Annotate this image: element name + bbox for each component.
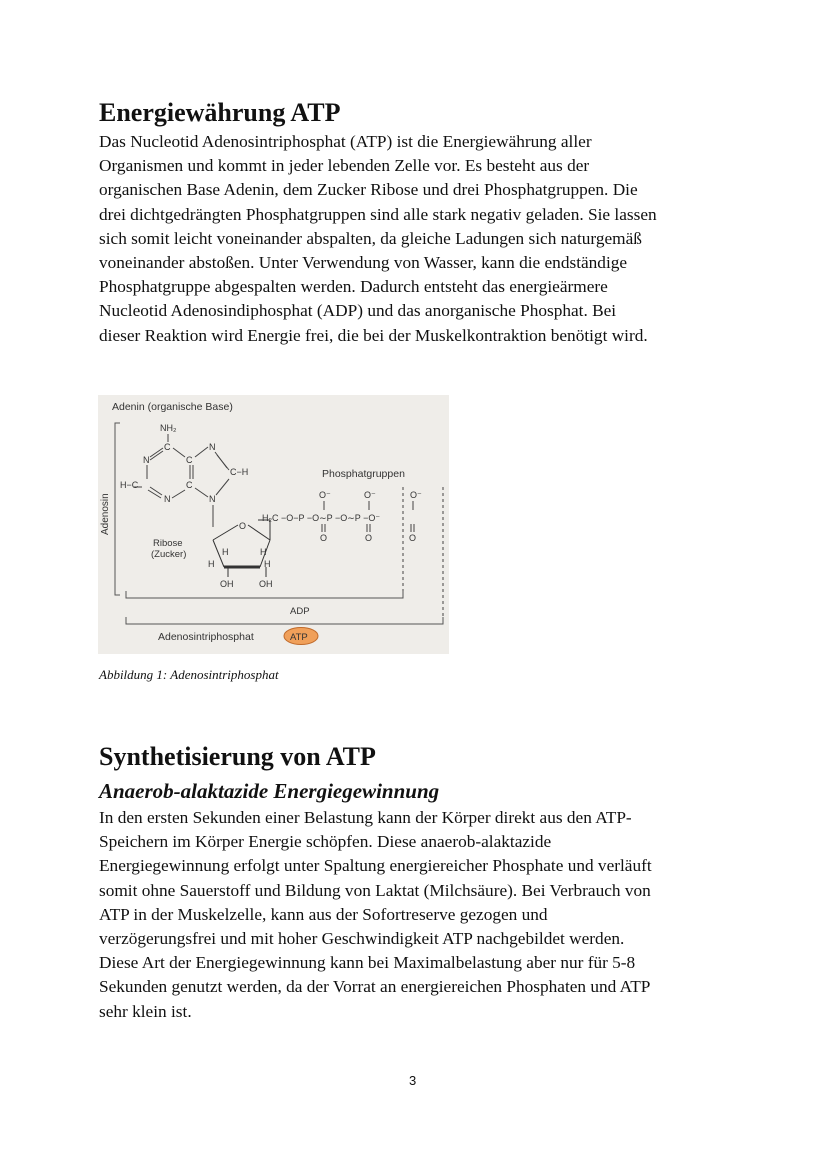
atp-diagram (98, 395, 449, 654)
atp-structure-figure (98, 395, 449, 654)
figure-caption: Abbildung 1: Adenosintriphosphat (99, 667, 279, 682)
ring-oxygen: O (239, 521, 247, 531)
paragraph-line: Speichern im Körper Energie schöpfen. Diese anaerob-alaktazide (99, 832, 552, 852)
atom-label: H−C (120, 480, 139, 490)
ch-label: C−H (230, 467, 249, 477)
o-double: O (409, 533, 417, 543)
atom-label: C (186, 480, 193, 490)
paragraph-line: In den ersten Sekunden einer Belastung kann der Körper direkt aus den ATP- (99, 808, 632, 827)
phosphatgruppen-label: Phosphatgruppen (322, 468, 405, 480)
zucker-label: (Zucker) (151, 549, 187, 560)
atom-label: C (186, 455, 193, 465)
o-double: O (365, 533, 373, 543)
oh-group: OH (220, 579, 234, 589)
section-title-atp: Energiewährung ATP (99, 98, 341, 127)
paragraph-line: verzögerungsfrei und mit hoher Geschwindigkeit ATP nachgebildet werden. (99, 929, 625, 949)
paragraph-line: Energiegewinnung erfolgt unter Spaltung energiereicher Phosphate und verläuft (99, 856, 652, 876)
atom-label: N (209, 442, 216, 452)
paragraph-line: organischen Base Adenin, dem Zucker Ribose und drei Phosphatgruppen. Die (99, 180, 638, 200)
adenosin-bracket (115, 423, 120, 595)
paragraph-line: Phosphatgruppe abgespalten werden. Dadurch entsteht das energieärmere (99, 277, 608, 297)
dashed-separators (403, 487, 443, 625)
atom-label: C (164, 442, 171, 452)
paragraph-line: Diese Art der Energiegewinnung kann bei Maximalbelastung aber nur für 5-8 (99, 953, 636, 973)
paragraph-atp (99, 130, 739, 348)
paragraph-line: Das Nucleotid Adenosintriphosphat (ATP) ist die Energiewährung aller (99, 132, 592, 151)
o-double: O (320, 533, 328, 543)
adp-label: ADP (290, 606, 310, 617)
paragraph-synthese (99, 806, 739, 1024)
paragraph-line: voneinander abstoßen. Unter Verwendung von Wasser, kann die endständige (99, 253, 628, 273)
atp-badge-label: ATP (290, 632, 308, 643)
paragraph-line: sich somit leicht voneinander abspalten, da gleiche Ladungen sich naturgemäß (99, 228, 642, 248)
adenosintriphosphat-label: Adenosintriphosphat (158, 631, 254, 643)
h-atom: H (264, 559, 271, 569)
nh2-label: NH₂ (160, 423, 177, 433)
o-minus: O⁻ (410, 490, 422, 500)
section-subtitle: Anaerob-alaktazide Energiegewinnung (99, 779, 440, 803)
adp-bracket (126, 591, 403, 598)
paragraph-line: somit ohne Sauerstoff und Bildung von Laktat (Milchsäure). Bei Verbrauch von (99, 880, 651, 900)
adenin-label: Adenin (organische Base) (112, 401, 233, 413)
paragraph-line: Sekunden genutzt werden, da der Vorrat an energiereichen Phosphaten und ATP (99, 977, 651, 997)
h-atom: H (222, 547, 229, 557)
atp-bracket (126, 617, 443, 624)
paragraph-line: Nucleotid Adenosindiphosphat (ADP) und das anorganische Phosphat. Bei (99, 301, 617, 321)
atom-label: N (209, 494, 216, 504)
h-atom: H (260, 547, 267, 557)
atom-label: N (164, 494, 171, 504)
h-atom: H (208, 559, 215, 569)
paragraph-line: drei dichtgedrängten Phosphatgruppen sind alle stark negativ geladen. Sie lassen (99, 204, 657, 224)
oh-group: OH (259, 579, 273, 589)
paragraph-line: dieser Reaktion wird Energie frei, die bei der Muskelkontraktion benötigt wird. (99, 325, 648, 345)
page-number: 3 (409, 1073, 417, 1088)
o-minus: O⁻ (364, 490, 376, 500)
paragraph-line: Organismen und kommt in jeder lebenden Zelle vor. Es besteht aus der (99, 156, 590, 176)
o-minus: O⁻ (319, 490, 331, 500)
paragraph-line: ATP in der Muskelzelle, kann aus der Sofortreserve gezogen und (99, 904, 548, 924)
ribose-label: Ribose (153, 538, 183, 549)
adenosin-label: Adenosin (100, 493, 111, 535)
phosphate-chain: H₂C −O−P −O∼P −O∼P −O⁻ (262, 513, 381, 523)
section-title-synthese: Synthetisierung von ATP (99, 742, 376, 771)
atom-label: N (143, 455, 150, 465)
paragraph-line: sehr klein ist. (99, 1001, 192, 1021)
